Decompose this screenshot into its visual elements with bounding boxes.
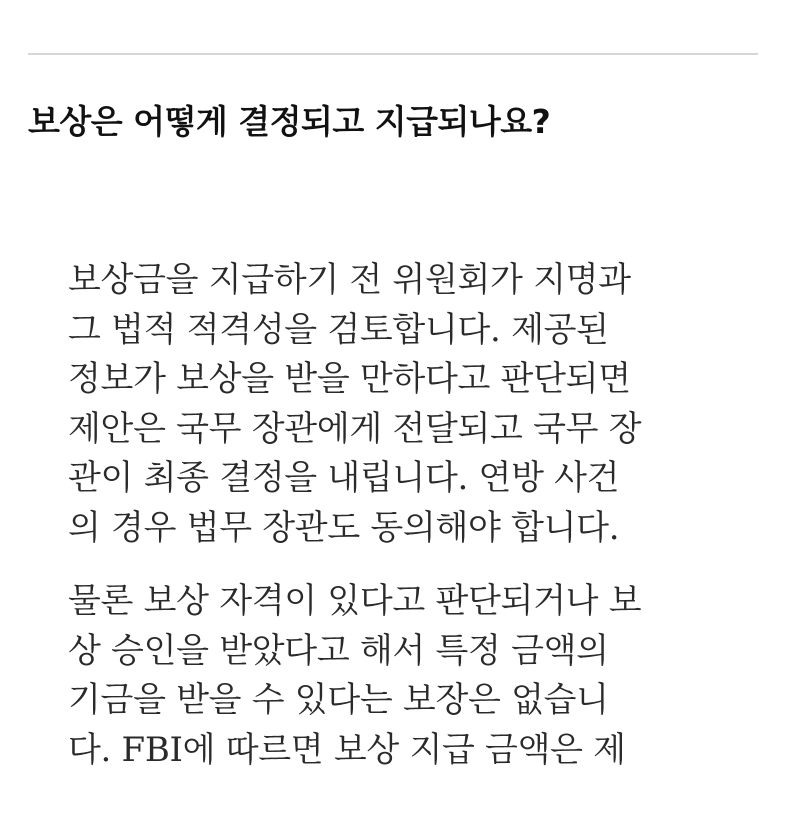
paragraph-line: 관이 최종 결정을 내립니다. 연방 사건 [68, 458, 620, 498]
paragraph [68, 577, 738, 775]
paragraph-line: 그 법적 적격성을 검토합니다. 제공된 [68, 309, 609, 350]
paragraph-line: 다. FBI에 따르면 보상 지급 금액은 제 [68, 729, 626, 770]
paragraph-line: 상 승인을 받았다고 해서 특정 금액의 [68, 630, 609, 671]
paragraph-line: 의 경우 법무 장관도 동의해야 합니다. [68, 507, 620, 548]
section-heading: 보상은 어떻게 결정되고 지급되나요? [28, 102, 551, 141]
paragraph-line: 물론 보상 자격이 있다고 판단되거나 보 [68, 581, 642, 621]
paragraph-line: 보상금을 지급하기 전 위원회가 지명과 [68, 260, 631, 300]
section-divider [28, 53, 758, 55]
paragraph [68, 256, 738, 553]
paragraph-line: 정보가 보상을 받을 만하다고 판단되면 [68, 359, 631, 399]
paragraph-line: 기금을 받을 수 있다는 보장은 없습니 [68, 680, 609, 720]
article-body [68, 256, 738, 799]
paragraph-line: 제안은 국무 장관에게 전달되고 국무 장 [68, 408, 642, 449]
